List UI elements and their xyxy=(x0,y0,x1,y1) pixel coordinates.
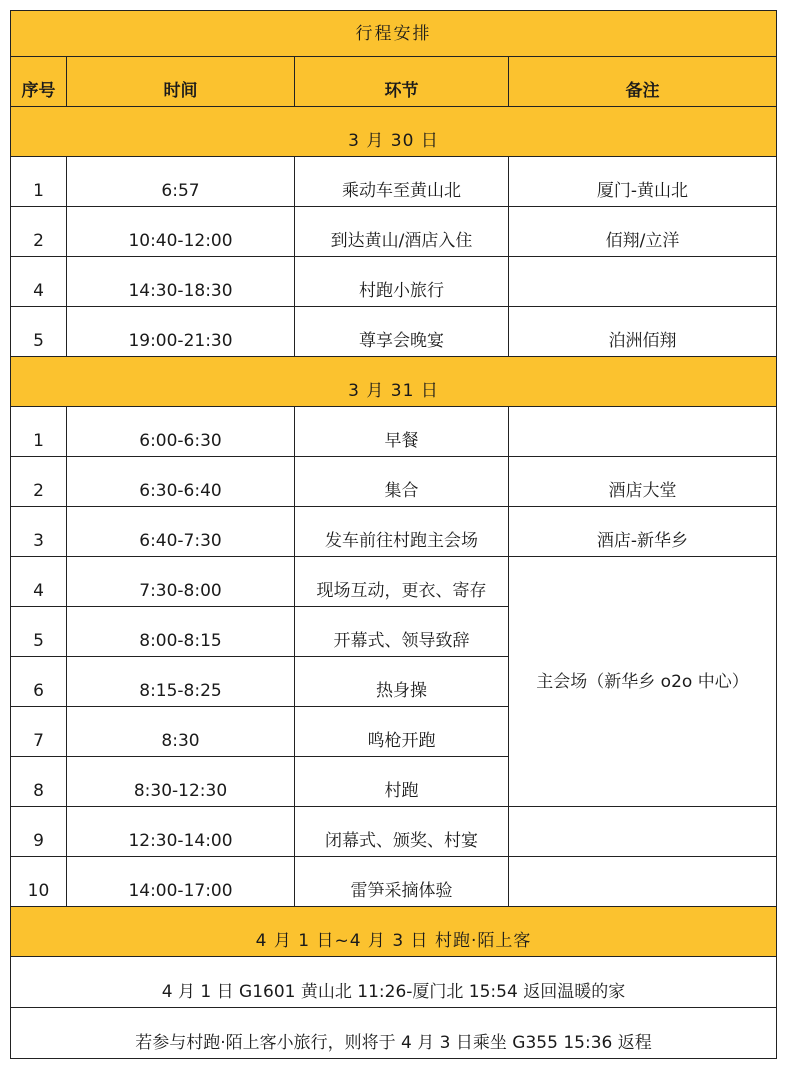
row-note xyxy=(509,407,777,457)
column-header-time: 时间 xyxy=(67,57,295,107)
row-note: 泊洲佰翔 xyxy=(509,307,777,357)
section-date-apr1-3: 4 月 1 日~4 月 3 日 村跑·陌上客 xyxy=(11,907,777,957)
row-time: 7:30-8:00 xyxy=(67,557,295,607)
row-item: 闭幕式、颁奖、村宴 xyxy=(295,807,509,857)
row-time: 8:30-12:30 xyxy=(67,757,295,807)
row-note: 酒店大堂 xyxy=(509,457,777,507)
table-row xyxy=(11,857,777,907)
row-no: 7 xyxy=(11,707,67,757)
row-time: 8:30 xyxy=(67,707,295,757)
row-item: 开幕式、领导致辞 xyxy=(295,607,509,657)
merged-note-main-venue: 主会场（新华乡 o2o 中心） xyxy=(509,557,777,807)
row-item: 集合 xyxy=(295,457,509,507)
row-item: 现场互动，更衣、寄存 xyxy=(295,557,509,607)
row-time: 6:57 xyxy=(67,157,295,207)
column-header-item: 环节 xyxy=(295,57,509,107)
row-item: 热身操 xyxy=(295,657,509,707)
table-row xyxy=(11,507,777,557)
page-title: 行程安排 xyxy=(11,11,777,57)
table-row xyxy=(11,807,777,857)
row-time: 10:40-12:00 xyxy=(67,207,295,257)
schedule-table xyxy=(10,10,777,1059)
row-item: 早餐 xyxy=(295,407,509,457)
section-date-mar30: 3 月 30 日 xyxy=(11,107,777,157)
row-no: 5 xyxy=(11,607,67,657)
table-row xyxy=(11,407,777,457)
row-time: 8:00-8:15 xyxy=(67,607,295,657)
row-no: 5 xyxy=(11,307,67,357)
row-no: 4 xyxy=(11,257,67,307)
row-no: 6 xyxy=(11,657,67,707)
section-date-mar31: 3 月 31 日 xyxy=(11,357,777,407)
row-item: 发车前往村跑主会场 xyxy=(295,507,509,557)
row-time: 8:15-8:25 xyxy=(67,657,295,707)
row-time: 14:30-18:30 xyxy=(67,257,295,307)
row-item: 鸣枪开跑 xyxy=(295,707,509,757)
row-no: 3 xyxy=(11,507,67,557)
row-time: 6:30-6:40 xyxy=(67,457,295,507)
row-time: 14:00-17:00 xyxy=(67,857,295,907)
row-time: 6:40-7:30 xyxy=(67,507,295,557)
table-row xyxy=(11,207,777,257)
row-time: 12:30-14:00 xyxy=(67,807,295,857)
row-item: 村跑 xyxy=(295,757,509,807)
row-item: 尊享会晚宴 xyxy=(295,307,509,357)
extended-trip-line: 若参与村跑·陌上客小旅行，则将于 4 月 3 日乘坐 G355 15:36 返程 xyxy=(11,1008,777,1059)
row-time: 19:00-21:30 xyxy=(67,307,295,357)
row-note xyxy=(509,257,777,307)
table-row xyxy=(11,307,777,357)
row-no: 2 xyxy=(11,207,67,257)
column-header-no: 序号 xyxy=(11,57,67,107)
row-note xyxy=(509,857,777,907)
return-trip-line: 4 月 1 日 G1601 黄山北 11:26-厦门北 15:54 返回温暖的家 xyxy=(11,957,777,1008)
row-item: 村跑小旅行 xyxy=(295,257,509,307)
row-item: 雷笋采摘体验 xyxy=(295,857,509,907)
row-note: 厦门-黄山北 xyxy=(509,157,777,207)
row-note: 佰翔/立洋 xyxy=(509,207,777,257)
row-item: 到达黄山/酒店入住 xyxy=(295,207,509,257)
row-no: 9 xyxy=(11,807,67,857)
row-note xyxy=(509,807,777,857)
row-time: 6:00-6:30 xyxy=(67,407,295,457)
row-no: 10 xyxy=(11,857,67,907)
row-item: 乘动车至黄山北 xyxy=(295,157,509,207)
table-row xyxy=(11,257,777,307)
table-row xyxy=(11,157,777,207)
column-header-note: 备注 xyxy=(509,57,777,107)
row-no: 4 xyxy=(11,557,67,607)
row-no: 1 xyxy=(11,407,67,457)
row-no: 2 xyxy=(11,457,67,507)
row-no: 1 xyxy=(11,157,67,207)
row-note: 酒店-新华乡 xyxy=(509,507,777,557)
table-row xyxy=(11,557,777,607)
row-no: 8 xyxy=(11,757,67,807)
table-row xyxy=(11,457,777,507)
